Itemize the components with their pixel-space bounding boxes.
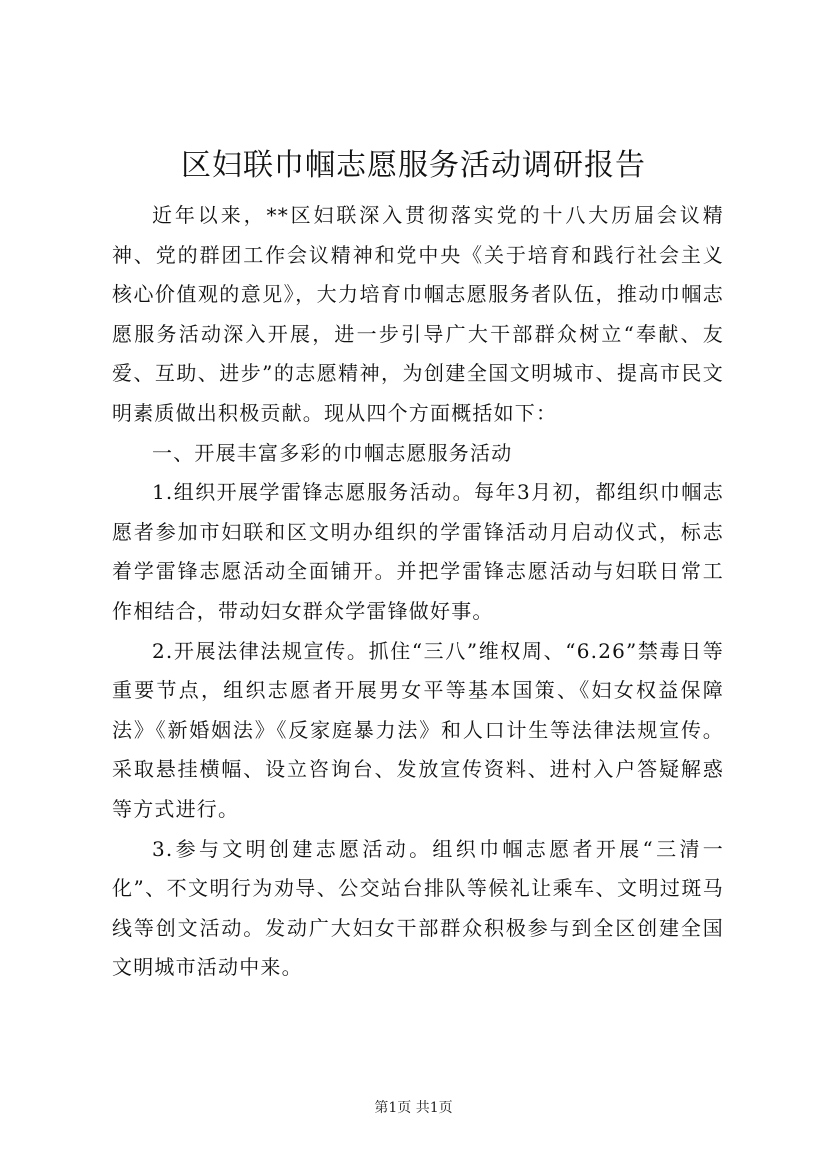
paragraph-intro: 近年以来，**区妇联深入贯彻落实党的十八大历届会议精神、党的群团工作会议精神和党中央《关于培育和践行社会主义核心价值观的意见》，大力培育巾帼志愿服务者队伍，推动巾帼志愿服务活动深入开展，进一步引导广大干部群众树立“奉献、友爱、互助、进步”的志愿精神，为创建全国文明城市、提高市民文明素质做出积极贡献。现从四个方面概括如下： — [112, 203, 724, 425]
section-heading-1: 一、开展丰富多彩的巾帼志愿服务活动 — [152, 440, 513, 465]
paragraph-item-2: 2.开展法律法规宣传。抓住“三八”维权周、“6.26”禁毒日等重要节点，组织志愿者开展男女平等基本国策、《妇女权益保障法》《新婚姻法》《反家庭暴力法》和人口计生等法律法规宣传。采取悬挂横幅、设立咨询台、发放宣传资料、进村入户答疑解惑等方式进行。 — [112, 638, 724, 821]
document-body — [112, 196, 724, 988]
document-title: 区妇联巾帼志愿服务活动调研报告 — [181, 148, 646, 183]
paragraph-item-1: 1.组织开展学雷锋志愿服务活动。每年3月初，都组织巾帼志愿者参加市妇联和区文明办组织的学雷锋活动月启动仪式，标志着学雷锋志愿活动全面铺开。并把学雷锋志愿活动与妇联日常工作相结合，带动妇女群众学雷锋做好事。 — [112, 480, 724, 623]
paragraph-item-3: 3.参与文明创建志愿活动。组织巾帼志愿者开展“三清一化”、不文明行为劝导、公交站台排队等候礼让乘车、文明过斑马线等创文活动。发动广大妇女干部群众积极参与到全区创建全国文明城市活动中来。 — [112, 836, 724, 980]
page-number-footer: 第1页 共1页 — [374, 1100, 453, 1116]
